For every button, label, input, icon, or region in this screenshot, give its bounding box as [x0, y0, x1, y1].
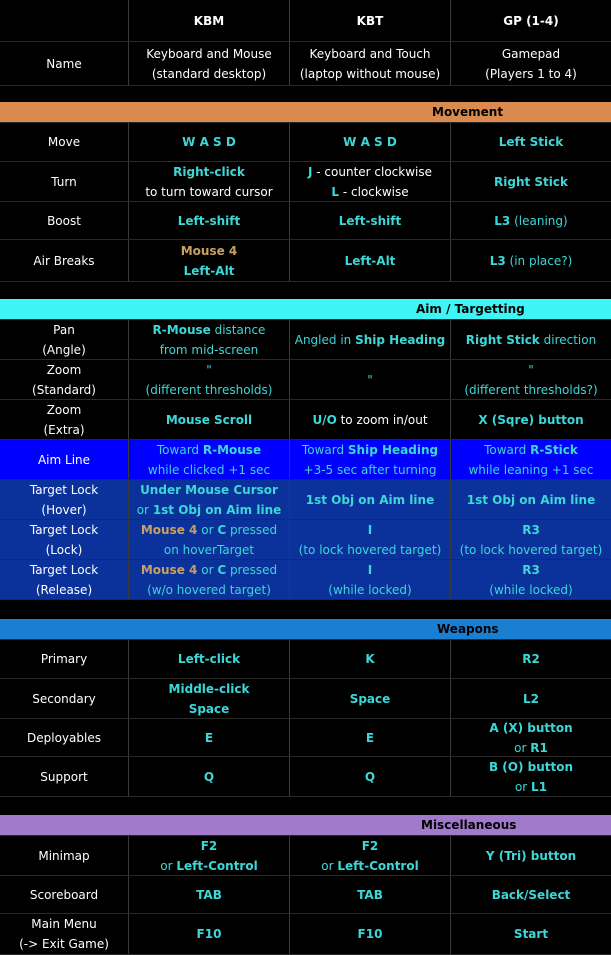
header-kbm: KBM: [129, 0, 290, 41]
kbm-binding: Middle-click Space: [129, 679, 290, 718]
row-pan: [0, 320, 611, 360]
row-zoom-standard: [0, 360, 611, 400]
gp-binding: Start: [513, 927, 549, 941]
gp-binding: Y (Tri) button: [485, 848, 577, 863]
row-label: Main Menu (-> Exit Game): [0, 914, 129, 954]
row-main-menu: [0, 914, 611, 955]
name-kbm: Keyboard and Mouse (standard desktop): [129, 42, 290, 85]
gp-binding: L2: [523, 691, 539, 706]
row-target-hover: [0, 480, 611, 520]
row-label: Target Lock (Release): [0, 560, 129, 599]
row-label: Zoom (Standard): [0, 360, 129, 399]
kbm-binding: Mouse 4 Left-Alt: [129, 240, 290, 281]
gp-binding: 1st Obj on Aim line: [466, 492, 596, 507]
section-misc: [0, 815, 611, 836]
kbm-binding: Mouse Scroll: [129, 400, 290, 439]
name-gp: Gamepad (Players 1 to 4): [485, 46, 577, 81]
gp-binding: Back/Select: [491, 887, 571, 902]
gp-binding: B (O) button or L1: [488, 759, 574, 794]
row-label: Scoreboard: [0, 876, 129, 913]
row-label: Secondary: [0, 679, 129, 718]
row-label: Air Breaks: [0, 240, 129, 281]
name-kbt: Keyboard and Touch (laptop without mouse): [290, 42, 451, 85]
kbm-binding: Toward R-Mouse while clicked +1 sec: [129, 440, 290, 479]
row-target-lock: [0, 520, 611, 560]
gp-binding: R3 (to lock hovered target): [459, 522, 603, 557]
header-corner: [0, 0, 129, 41]
gp-binding: A (X) button or R1: [489, 720, 573, 755]
gp-binding: L3 (leaning): [494, 213, 568, 228]
row-label: Target Lock (Hover): [0, 480, 129, 519]
kbm-binding: E: [129, 719, 290, 756]
row-target-release: [0, 560, 611, 600]
section-title: Movement: [432, 105, 504, 119]
row-support: [0, 757, 611, 797]
row-label: Name: [0, 42, 129, 85]
kbm-binding: F10: [129, 914, 290, 954]
kbt-binding: I (while locked): [290, 560, 451, 599]
row-label: Turn: [0, 162, 129, 201]
row-label: Minimap: [0, 836, 129, 875]
kbm-binding: Right-click to turn toward cursor: [129, 162, 290, 201]
kbt-binding: Space: [290, 679, 451, 718]
spacer: [0, 797, 611, 816]
kbm-binding: Q: [129, 757, 290, 796]
kbt-binding: K: [290, 640, 451, 678]
header-kbt: KBT: [290, 0, 451, 41]
row-primary: [0, 640, 611, 679]
row-label: Target Lock (Lock): [0, 520, 129, 559]
gp-binding: X (Sqre) button: [478, 412, 584, 427]
kbm-binding: F2 or Left-Control: [129, 836, 290, 875]
section-title: Miscellaneous: [421, 818, 517, 832]
row-label: Boost: [0, 202, 129, 239]
header-row: [0, 0, 611, 42]
row-turn: [0, 162, 611, 202]
gp-binding: Right Stick: [494, 174, 568, 189]
spacer: [0, 600, 611, 620]
gp-binding: R2: [522, 652, 540, 666]
kbt-binding: W A S D: [290, 123, 451, 161]
row-scoreboard: [0, 876, 611, 914]
row-move: [0, 123, 611, 162]
kbm-binding: Left-shift: [129, 202, 290, 239]
kbt-binding: F2 or Left-Control: [290, 836, 451, 875]
section-aim: [0, 299, 611, 320]
kbt-binding: 1st Obj on Aim line: [290, 480, 451, 519]
row-label: Pan (Angle): [0, 320, 129, 359]
kbt-binding: ": [290, 360, 451, 399]
section-title: Weapons: [437, 622, 499, 636]
kbt-binding: E: [290, 719, 451, 756]
spacer: [0, 282, 611, 300]
kbm-binding: " (different thresholds): [129, 360, 290, 399]
kbt-binding: Q: [290, 757, 451, 796]
row-zoom-extra: [0, 400, 611, 440]
row-label: Deployables: [0, 719, 129, 756]
kbm-binding: W A S D: [129, 123, 290, 161]
section-movement: [0, 102, 611, 123]
kbm-binding: Left-click: [129, 640, 290, 678]
row-deployables: [0, 719, 611, 757]
gp-binding: L3 (in place?): [489, 253, 573, 268]
row-label: Primary: [0, 640, 129, 678]
row-boost: [0, 202, 611, 240]
gp-binding: R3 (while locked): [489, 562, 573, 597]
kbt-binding: TAB: [290, 876, 451, 913]
row-minimap: [0, 836, 611, 876]
row-label: Aim Line: [0, 440, 129, 479]
row-secondary: [0, 679, 611, 719]
kbt-binding: Angled in Ship Heading: [290, 320, 451, 359]
kbm-binding: Mouse 4 or C pressed (w/o hovered target): [129, 560, 290, 599]
kbm-binding: Under Mouse Cursor or 1st Obj on Aim line: [129, 480, 290, 519]
kbt-binding: Left-shift: [290, 202, 451, 239]
row-label: Move: [0, 123, 129, 161]
kbm-binding: Mouse 4 or C pressed on hoverTarget: [129, 520, 290, 559]
row-label: Zoom (Extra): [0, 400, 129, 439]
header-gp: GP (1-4): [503, 13, 559, 28]
gp-binding: " (different thresholds?): [464, 362, 598, 397]
kbm-binding: TAB: [129, 876, 290, 913]
row-label: Support: [0, 757, 129, 796]
gp-binding: Left Stick: [498, 135, 564, 149]
kbt-binding: Toward Ship Heading +3-5 sec after turning: [290, 440, 451, 479]
spacer: [0, 86, 611, 103]
kbt-binding: F10: [290, 914, 451, 954]
section-title: Aim / Targetting: [416, 302, 525, 316]
gp-binding: Right Stick direction: [465, 332, 597, 347]
row-name: [0, 42, 611, 86]
gp-binding: Toward R-Stick while leaning +1 sec: [468, 442, 594, 477]
row-aim-line: [0, 440, 611, 480]
section-weapons: [0, 619, 611, 640]
kbt-binding: Left-Alt: [290, 240, 451, 281]
kbt-binding: U/O to zoom in/out: [290, 400, 451, 439]
kbt-binding: I (to lock hovered target): [290, 520, 451, 559]
kbm-binding: R-Mouse distance from mid-screen: [129, 320, 290, 359]
row-air-breaks: [0, 240, 611, 282]
kbt-binding: J - counter clockwise L - clockwise: [290, 162, 451, 201]
